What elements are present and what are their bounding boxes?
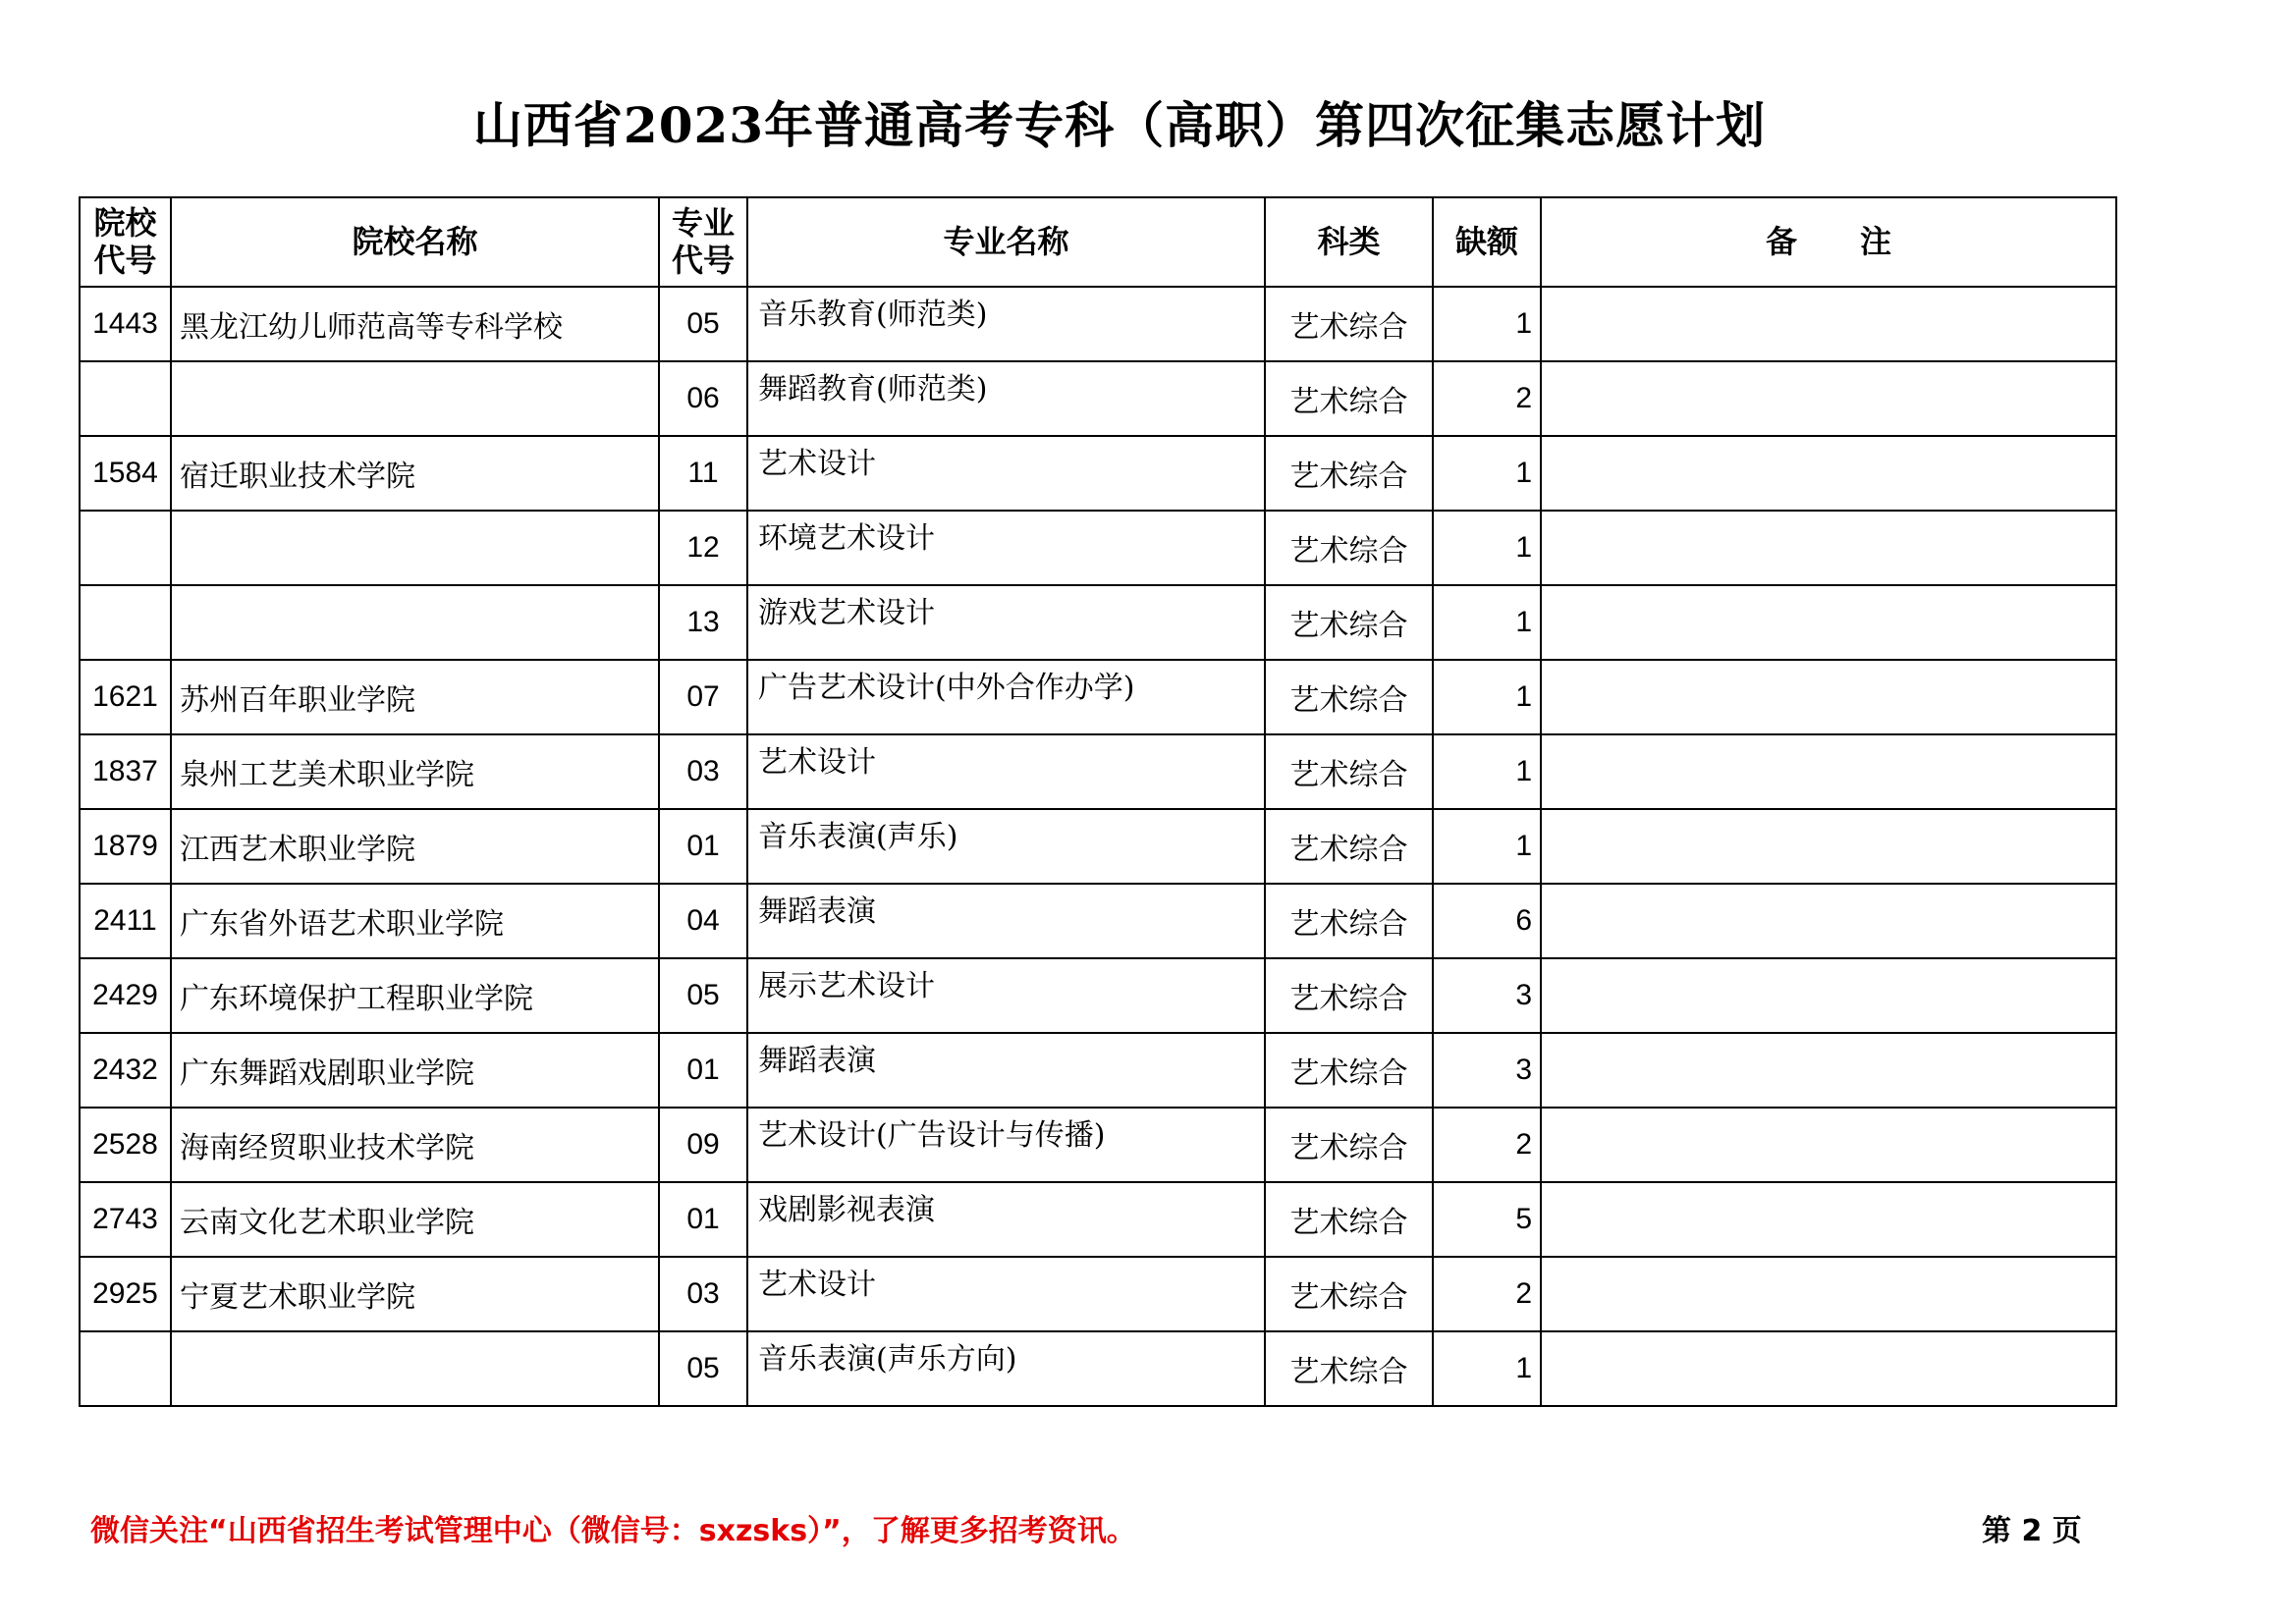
cell-quota: 1 [1433,734,1541,809]
cell-major-code: 03 [659,1257,747,1331]
cell-school-name: 泉州工艺美术职业学院 [171,734,659,809]
cell-school-code: 2411 [80,884,171,958]
cell-category: 艺术综合 [1265,809,1433,884]
cell-major-code: 09 [659,1108,747,1182]
table-row [80,1257,2116,1331]
header-quota: 缺额 [1433,197,1541,287]
cell-quota: 1 [1433,511,1541,585]
cell-major-code: 01 [659,1182,747,1257]
cell-quota: 2 [1433,361,1541,436]
plan-table [79,196,2117,1407]
cell-major-name: 音乐表演(声乐) [747,809,1265,884]
cell-school-name [171,511,659,585]
cell-school-code [80,585,171,660]
cell-school-name [171,1331,659,1406]
cell-major-name: 展示艺术设计 [747,958,1265,1033]
page-number: 第 2 页 [1982,1514,2082,1548]
table-row [80,660,2116,734]
cell-school-name [171,361,659,436]
cell-major-code: 06 [659,361,747,436]
cell-major-code: 12 [659,511,747,585]
cell-school-name: 广东省外语艺术职业学院 [171,884,659,958]
cell-major-name: 艺术设计 [747,1257,1265,1331]
header-category: 科类 [1265,197,1433,287]
cell-remarks [1541,1108,2116,1182]
table-row [80,585,2116,660]
table-row [80,287,2116,361]
cell-major-name: 音乐表演(声乐方向) [747,1331,1265,1406]
table-row [80,436,2116,511]
cell-remarks [1541,511,2116,585]
cell-category: 艺术综合 [1265,660,1433,734]
cell-quota: 5 [1433,1182,1541,1257]
cell-quota: 2 [1433,1257,1541,1331]
table-row [80,511,2116,585]
cell-remarks [1541,734,2116,809]
table-row [80,1182,2116,1257]
header-major-name: 专业名称 [747,197,1265,287]
cell-major-name: 舞蹈表演 [747,884,1265,958]
cell-quota: 1 [1433,436,1541,511]
cell-remarks [1541,1182,2116,1257]
table-row [80,361,2116,436]
cell-quota: 2 [1433,1108,1541,1182]
cell-major-name: 艺术设计 [747,436,1265,511]
header-school-code: 院校 代号 [80,197,171,287]
cell-category: 艺术综合 [1265,287,1433,361]
table-header-row [80,197,2116,287]
cell-quota: 1 [1433,660,1541,734]
cell-category: 艺术综合 [1265,958,1433,1033]
cell-remarks [1541,1331,2116,1406]
cell-school-code: 1621 [80,660,171,734]
cell-category: 艺术综合 [1265,361,1433,436]
cell-category: 艺术综合 [1265,1108,1433,1182]
cell-major-name: 舞蹈表演 [747,1033,1265,1108]
cell-major-code: 11 [659,436,747,511]
cell-major-code: 05 [659,287,747,361]
cell-category: 艺术综合 [1265,1033,1433,1108]
cell-major-name: 戏剧影视表演 [747,1182,1265,1257]
cell-school-name: 苏州百年职业学院 [171,660,659,734]
cell-major-code: 07 [659,660,747,734]
cell-school-code: 1837 [80,734,171,809]
cell-school-code: 1443 [80,287,171,361]
cell-school-name: 海南经贸职业技术学院 [171,1108,659,1182]
table-row [80,884,2116,958]
cell-major-code: 04 [659,884,747,958]
cell-major-code: 01 [659,1033,747,1108]
cell-major-name: 音乐教育(师范类) [747,287,1265,361]
cell-major-code: 13 [659,585,747,660]
table-body [80,287,2116,1406]
header-school-name: 院校名称 [171,197,659,287]
cell-quota: 6 [1433,884,1541,958]
table-row [80,1033,2116,1108]
cell-school-code: 2925 [80,1257,171,1331]
cell-school-code: 2743 [80,1182,171,1257]
wechat-notice: 微信关注“山西省招生考试管理中心（微信号：sxzsks）”，了解更多招考资讯。 [90,1514,1136,1548]
cell-remarks [1541,361,2116,436]
cell-category: 艺术综合 [1265,1257,1433,1331]
cell-major-name: 环境艺术设计 [747,511,1265,585]
cell-quota: 1 [1433,287,1541,361]
cell-school-name: 黑龙江幼儿师范高等专科学校 [171,287,659,361]
cell-remarks [1541,660,2116,734]
cell-school-name: 广东舞蹈戏剧职业学院 [171,1033,659,1108]
cell-major-name: 广告艺术设计(中外合作办学) [747,660,1265,734]
table-row [80,1108,2116,1182]
cell-remarks [1541,958,2116,1033]
cell-remarks [1541,809,2116,884]
cell-school-code: 1879 [80,809,171,884]
table-row [80,1331,2116,1406]
cell-school-code [80,1331,171,1406]
cell-major-name: 舞蹈教育(师范类) [747,361,1265,436]
cell-category: 艺术综合 [1265,585,1433,660]
table-row [80,734,2116,809]
cell-remarks [1541,1257,2116,1331]
cell-school-code: 1584 [80,436,171,511]
cell-school-name: 宁夏艺术职业学院 [171,1257,659,1331]
cell-quota: 1 [1433,1331,1541,1406]
cell-major-name: 艺术设计(广告设计与传播) [747,1108,1265,1182]
cell-school-code [80,361,171,436]
cell-remarks [1541,1033,2116,1108]
cell-remarks [1541,884,2116,958]
cell-remarks [1541,585,2116,660]
cell-school-name: 宿迁职业技术学院 [171,436,659,511]
cell-quota: 3 [1433,958,1541,1033]
cell-category: 艺术综合 [1265,884,1433,958]
cell-category: 艺术综合 [1265,1182,1433,1257]
cell-major-code: 05 [659,958,747,1033]
cell-remarks [1541,436,2116,511]
cell-category: 艺术综合 [1265,436,1433,511]
header-remarks: 备 注 [1541,197,2116,287]
cell-category: 艺术综合 [1265,734,1433,809]
cell-school-code: 2528 [80,1108,171,1182]
cell-school-name [171,585,659,660]
page-title: 山西省2023年普通高考专科（高职）第四次征集志愿计划 [472,96,1767,154]
cell-school-name: 江西艺术职业学院 [171,809,659,884]
table-row [80,958,2116,1033]
cell-category: 艺术综合 [1265,511,1433,585]
cell-quota: 3 [1433,1033,1541,1108]
cell-quota: 1 [1433,809,1541,884]
cell-major-name: 艺术设计 [747,734,1265,809]
cell-major-code: 01 [659,809,747,884]
cell-major-name: 游戏艺术设计 [747,585,1265,660]
cell-major-code: 03 [659,734,747,809]
cell-school-code: 2429 [80,958,171,1033]
cell-school-code: 2432 [80,1033,171,1108]
cell-school-code [80,511,171,585]
cell-school-name: 广东环境保护工程职业学院 [171,958,659,1033]
cell-major-code: 05 [659,1331,747,1406]
cell-remarks [1541,287,2116,361]
cell-school-name: 云南文化艺术职业学院 [171,1182,659,1257]
header-major-code: 专业 代号 [659,197,747,287]
cell-quota: 1 [1433,585,1541,660]
table-row [80,809,2116,884]
cell-category: 艺术综合 [1265,1331,1433,1406]
